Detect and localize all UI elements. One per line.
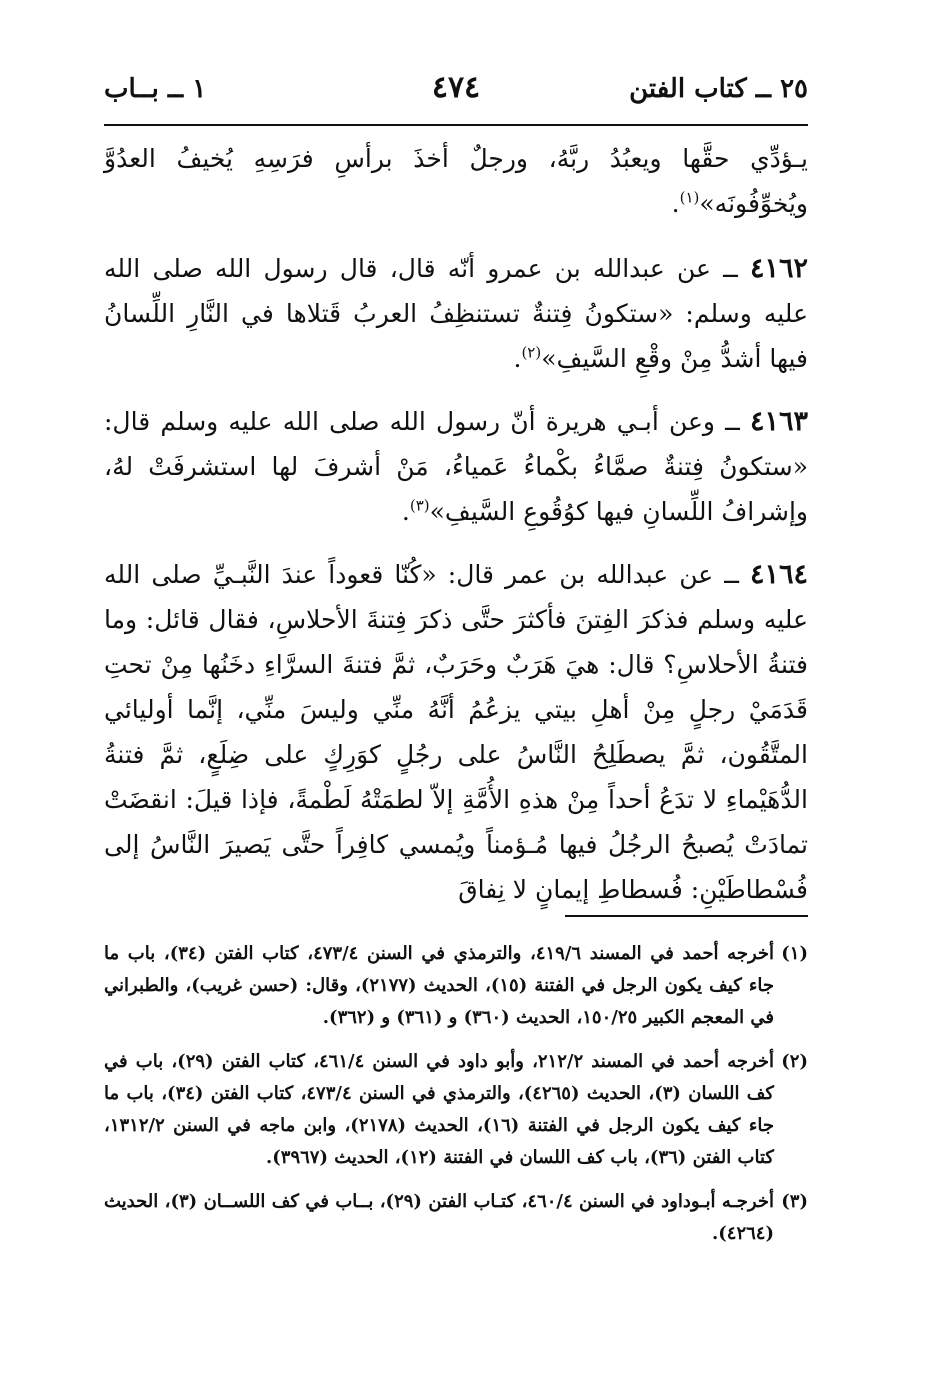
hadith-number: ٤١٦٣: [749, 406, 808, 437]
continuation-paragraph: يـؤدِّي حقَّها ويعبُدُ ربَّهُ، ورجلٌ أخذَ برأسِ فرَسِهِ يُخيفُ العدُوَّ ويُخوِّفُونَه»$^{(١)}$.: [104, 144, 808, 218]
footnote-ref: (٣): [409, 496, 430, 515]
footnote-text: أخرجه أحمد في المسند ٢١٢/٢، وأبو داود في السنن ٤٦١/٤، كتاب الفتن (٢٩)، باب في كف اللسان (٣)، الحديث (٤٢٦٥)، والترمذي في السنن ٤٧٣/٤، كتاب الفتن (٣٤)، باب ما جاء كيف يكون الرجل في الفتنة (١٦)، الحديث (٢١٧٨)، وابن ماجه في السنن ١٣١٢/٢، كتاب الفتن (٣٦)، باب كف اللسان في الفتنة (١٢)، الحديث (٣٩٦٧).: [104, 1051, 775, 1168]
footnote-divider: [565, 915, 808, 917]
hadith-number: ٤١٦٤: [749, 559, 808, 590]
footnote-ref: (١): [679, 188, 700, 207]
main-text: [104, 136, 808, 930]
footnote: [104, 938, 808, 1034]
hadith-text: ــ عن عبدالله بن عمرو أنّه قال، قال رسول الله صلى الله عليه وسلم: «ستكونُ فِتنةٌ تستنظِفُ العربُ قَتلاها في النَّارِ اللِّسانُ فيها أشدُّ مِنْ وقْعِ السَّيفِ»: [104, 254, 808, 373]
hadith-text: ــ وعن أبـي هريرة أنّ رسول الله صلى الله عليه وسلم قال: «ستكونُ فِتنةٌ صمَّاءُ بكْماءُ عَمياءُ، مَنْ أشرفَ لها استشرفَتْ لهُ، وإشرافُ اللِّسانِ فيها كوُقُوعِ السَّيفِ»: [104, 407, 808, 526]
hadith-paragraph: ٤١٦٢ ــ عن عبدالله بن عمرو أنّه قال، قال رسول الله صلى الله عليه وسلم: «ستكونُ فِتنةٌ تستنظِفُ العربُ قَتلاها في النَّارِ اللِّسانُ فيها أشدُّ مِنْ وقْعِ السَّيفِ»$^{(٢)}$.: [104, 253, 808, 373]
footnote-text: أخرجـه أبـوداود في السنن ٤٦٠/٤، كتـاب الفتن (٢٩)، بــاب في كف اللســان (٣)، الحديث (٤٢٦٤).: [104, 1191, 774, 1244]
chapter-title: ٢٥ ــ كتاب الفتن: [629, 74, 808, 104]
header-divider: [104, 124, 808, 126]
footnote: [104, 1046, 808, 1174]
footnote: [104, 1186, 808, 1250]
footnote-text: أخرجه أحمد في المسند ٤١٩/٦، والترمذي في السنن ٤٧٣/٤، كتاب الفتن (٣٤)، باب ما جاء كيف يكون الرجل في الفتنة (١٥)، الحديث (٢١٧٧)، وقال: (حسن غريب)، والطبراني في المعجم الكبير ١٥٠/٢٥، الحديث (٣٦٠) و (٣٦١) و (٣٦٢).: [104, 943, 775, 1028]
footnote-number: (١): [781, 943, 808, 964]
footnote-number: (٣): [781, 1191, 808, 1212]
footnotes: [104, 938, 808, 1262]
running-header: [104, 70, 808, 120]
footnote-ref: (٢): [521, 343, 542, 362]
page-number: ٤٧٤: [431, 70, 481, 105]
hadith-text: ــ عن عبدالله بن عمر قال: «كُنّا قعوداً عندَ النَّبـيِّ صلى الله عليه وسلم فذكرَ الفِتنَ فأكثرَ حتَّى ذكرَ فِتنةَ الأحلاسِ، فقال قائل: وما فتنةُ الأحلاسِ؟ قال: هيَ هَرَبٌ وحَرَبٌ، ثمَّ فتنةَ السرَّاءِ دخَنُها مِنْ تحتِ قَدَمَيْ رجلٍ مِنْ أهلِ بيتي يزعُمُ أنَّهُ منِّي وليسَ منِّي، إنَّما أوليائي المتَّقُون، ثمَّ يصطَلِحُ النَّاسُ على رجُلٍ كوَرِكٍ على ضِلَعٍ، ثمَّ فتنةُ الدُّهَيْماءِ لا تدَعُ أحداً مِنْ هذهِ الأُمَّةِ إلاّ لطمَتْهُ لَطْمةً، فإذا قيلَ: انقضَتْ تمادَتْ يُصبحُ الرجُلُ فيها مُـؤمناً ويُمسي كافِراً حتَّى يَصيرَ النَّاسُ إلى فُسْطاطَيْنِ: فُسطاطِ إيمانٍ لا نِفاقَ: [104, 560, 808, 904]
section-title: ١ ــ بــاب: [104, 74, 207, 104]
hadith-paragraph: [104, 552, 808, 912]
hadith-paragraph: ٤١٦٣ ــ وعن أبـي هريرة أنّ رسول الله صلى الله عليه وسلم قال: «ستكونُ فِتنةٌ صمَّاءُ بكْماءُ عَمياءُ، مَنْ أشرفَ لها استشرفَتْ لهُ، وإشرافُ اللِّسانِ فيها كوُقُوعِ السَّيفِ»$^{(٣)}$.: [104, 406, 808, 526]
footnote-number: (٢): [781, 1051, 808, 1072]
hadith-number: ٤١٦٢: [749, 253, 808, 284]
